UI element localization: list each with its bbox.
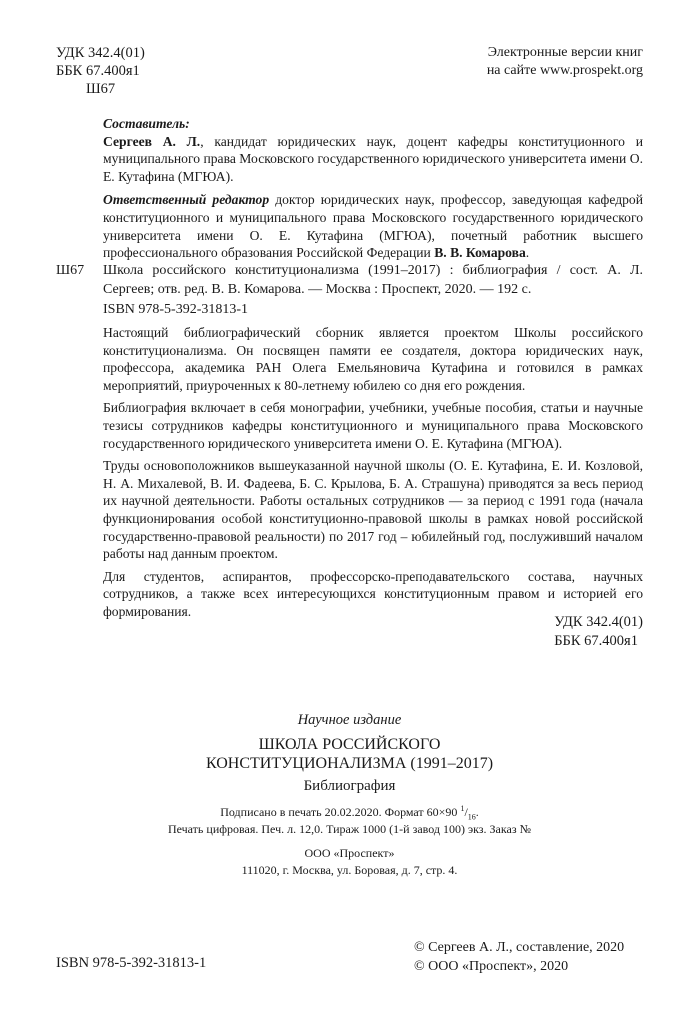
compiler-name: Сергеев А. Л. [103,133,201,149]
copyright-line-1: © Сергеев А. Л., составление, 2020 [414,940,625,955]
editor-name: В. В. Комарова [434,245,526,261]
format-fraction-numerator: 1 [460,804,465,813]
isbn-bottom: ISBN 978-5-392-31813-1 [56,955,207,971]
copyright-block [414,938,624,976]
udk-code-repeat: УДК 342.4(01) [554,614,643,630]
annotation-paragraph: Труды основоположников вышеуказанной научной школы (О. Е. Кутафина, Е. И. Козловой, Н. А. Михалевой, В. И. Фадеева, Б. С. Крылова, Б. А. Страшуна) приводятся за весь период их научной деятельности. Работы остальных сотрудников — за период с 1991 года (начала функционирования особой конституционно-правовой школы в рамках новой российской государственно-правовой реальности) по 2017 год – юбилейный год, послуживший началом работы над данным проектом. [103,458,643,562]
electronic-versions-note [487,44,643,80]
electronic-line-1: Электронные версии книг [487,45,643,60]
bib-code: Ш67 [56,263,85,278]
print-line-1: Подписано в печать 20.02.2020. Формат 60×90 $^1/_{16}$. [220,804,479,822]
editor-paragraph: Ответственный редактор доктор юридических наук, профессор, заведующая кафедрой конституционного и муниципального права Московского государственного юридического университета имени О. Е. Кутафина (МГЮА), почетный работник высшего профессионального образования Российской Федерации В. В. Комарова. [103,192,643,261]
publisher-block [0,845,699,879]
edition-type: Научное издание [297,712,402,728]
print-line-2: Печать цифровая. Печ. л. 12,0. Тираж 1000 (1-й завод 100) экз. Заказ № [167,822,532,836]
author-mark: Ш67 [86,81,116,97]
bib-text: Школа российского конституционализма (1991–2017) : библиография / сост. А. Л. Сергеев; отв. ред. В. В. Комарова. — Москва : Проспект, 2020. — 192 с. [103,263,643,297]
annotation-paragraph: Настоящий библиографический сборник является проектом Школы российского конституционализма. Он посвящен памяти ее создателя, доктора юридических наук, профессора, академика РАН Олега Емельяновича Кутафина и готовился в рамках мероприятий, приуроченных к 80-летнему юбилею со дня его рождения. [103,325,643,393]
annotation-paragraph: Для студентов, аспирантов, профессорско-преподавательского состава, научных сотрудников, а также всех интересующихся конституционным правом и историей его формирования. [103,568,643,619]
bbk-code: ББК 67.400я1 [56,63,140,79]
bibliographic-record [56,262,643,299]
book-title [0,735,699,773]
compilers-block [103,115,643,262]
electronic-line-2: на сайте www.prospekt.org [486,63,643,78]
book-subtitle: Библиография [303,778,396,794]
classification-codes [56,44,145,98]
publisher-name: ООО «Проспект» [304,846,395,860]
compiler-description: , кандидат юридических наук, доцент кафедры конституционного и муниципального права Московского государственного юридического университета имени О. Е. Кутафина (МГЮА). [103,133,643,184]
annotation-paragraph: Библиография включает в себя монографии, учебники, учебные пособия, статьи и научные тезисы сотрудников кафедры конституционного и муниципального права Московского государственного юридического университета имени О. Е. Кутафина (МГЮА). [103,400,643,451]
copyright-line-2: © ООО «Проспект», 2020 [414,959,569,974]
compiler-paragraph [103,133,643,186]
print-details [0,804,699,838]
udk-code: УДК 342.4(01) [56,45,145,61]
title-line-1: ШКОЛА РОССИЙСКОГО [258,736,441,753]
format-fraction-denominator: 16 [467,812,476,822]
bbk-code-repeat: ББК 67.400я1 [554,633,638,649]
publisher-address: 111020, г. Москва, ул. Боровая, д. 7, стр. 4. [241,863,458,877]
annotation [103,324,643,626]
classification-codes-repeat [554,613,643,651]
compiler-heading: Составитель: [103,116,190,131]
editor-label: Ответственный редактор [103,192,270,208]
isbn-top: ISBN 978-5-392-31813-1 [103,302,249,317]
title-line-2: КОНСТИТУЦИОНАЛИЗМА (1991–2017) [205,755,494,772]
editor-description: доктор юридических наук, профессор, заведующая кафедрой конституционного и муниципального права Московского государственного юридического университета имени О. Е. Кутафина (МГЮА), почетный работник высшего профессионального образования Российской Федерации [103,192,643,261]
